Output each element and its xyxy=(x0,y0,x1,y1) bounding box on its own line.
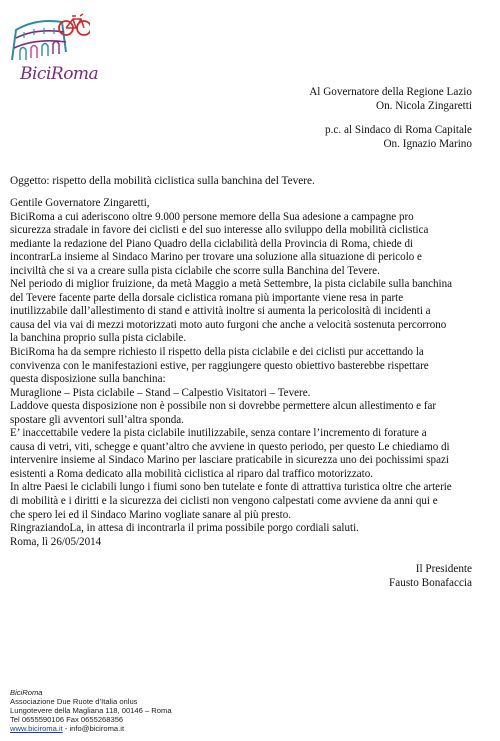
body-line: inutilizzabile dall’allestimento di stand e attività inoltre si aumenta la pericolosità di incidenti a xyxy=(10,305,431,318)
signature-name: Fausto Bonafaccia xyxy=(389,577,472,589)
body-line: sicurezza stradale in favore dei ciclisti e del suo interesse allo sviluppo della mobilità ciclistica xyxy=(10,224,429,237)
body-line: E’ inaccettabile vedere la pista ciclabile inutilizzabile, senza contare l’incremento di forature a xyxy=(10,427,427,440)
body-line: esistenti a Roma dedicato alla mobilità ciclistica al riparo dal traffico motorizzato. xyxy=(10,467,373,480)
cc-block xyxy=(325,123,472,151)
body-line: questa disposizione sulla banchina: xyxy=(10,373,166,386)
body-line: Nel periodo di miglior fruizione, da metà Maggio a metà Settembre, la pista ciclabile sulla banchina xyxy=(10,278,453,291)
recipient-name: On. Nicola Zingaretti xyxy=(376,100,472,112)
body-line: convivenza con le manifestazioni estive, per raggiungere questo obiettivo basterebbe rispettare xyxy=(10,359,429,372)
biciroma-logo xyxy=(6,8,99,84)
body-line: mediante la redazione del Piano Quadro della ciclabilità della Provincia di Roma, chiede di xyxy=(10,237,414,250)
recipient-block xyxy=(309,85,472,113)
body-line: che spero lei ed il Sindaco Marino vogliate sanare al più presto. xyxy=(10,508,291,521)
logo-wordmark: BiciRoma xyxy=(20,64,99,84)
body-line: di mobilità e i diritti e la sicurezza dei ciclisti non vengono calpestati come avviene da anni qui e xyxy=(10,495,438,508)
body-line: Gentile Governatore Zingaretti, xyxy=(10,197,150,209)
body-line: Muraglione – Pista ciclabile – Stand – Calpestio Visitatori – Tevere. xyxy=(10,386,311,399)
colosseum-bicycle-logo-icon xyxy=(6,8,90,66)
body-line: RingraziandoLa, in attesa di incontrarla il prima possibile porgo cordiali saluti. xyxy=(10,522,359,535)
body-line: spostare gli avventori sull’altra sponda. xyxy=(10,413,184,426)
body-line: la banchina proprio sulla pista ciclabile. xyxy=(10,332,187,345)
footer-brand: BiciRoma xyxy=(10,688,43,697)
cc-name: On. Ignazio Marino xyxy=(383,138,472,150)
letterhead-footer xyxy=(10,688,172,733)
body-line: Roma, lì 26/05/2014 xyxy=(10,535,102,548)
body-line: In altre Paesi le ciclabili lungo i fiumi sono ben tutelate e fonte di attrattiva turistica oltre che arterie xyxy=(10,481,452,494)
email-address: info@biciroma.it xyxy=(69,724,125,734)
website-link[interactable]: www.biciroma.it xyxy=(10,724,63,734)
body-line: Laddove questa disposizione non è possibile non si dovrebbe permettere alcun allestimento e far xyxy=(10,400,437,413)
body-line: causa del via vai di mezzi motorizzati moto auto furgoni che anche a velocità sostenuta percorrono xyxy=(10,318,447,331)
letter-body xyxy=(10,197,492,549)
body-line: intervenire insieme al Sindaco Marino per lasciare praticabile in sicurezza uno dei pochissimi spazi xyxy=(10,454,449,467)
body-line: incontrarLa insieme al Sindaco Marino per trovare una soluzione alla situazione di pericolo e xyxy=(10,251,422,264)
body-line: BiciRoma a cui aderiscono oltre 9.000 persone memore della Sua adesione a campagne pro xyxy=(10,210,414,223)
signature-block xyxy=(389,562,472,590)
footer-contacts xyxy=(10,724,172,733)
footer-phone: Tel 0655590106 Fax 0655268356 xyxy=(10,715,124,725)
letter-subject: Oggetto: rispetto della mobilità ciclistica sulla banchina del Tevere. xyxy=(10,175,315,187)
body-line: BiciRoma ha da sempre richiesto il rispetto della pista ciclabile e dei ciclisti pur accettando la xyxy=(10,346,424,359)
footer-association: Associazione Due Ruote d’Italia onlus xyxy=(10,697,138,707)
signature-role: Il Presidente xyxy=(415,563,472,575)
footer-address: Lungotevere della Magliana 118, 00146 – Roma xyxy=(10,706,172,716)
cc-title: p.c. al Sindaco di Roma Capitale xyxy=(325,124,472,136)
body-line: del Tevere facente parte della dorsale ciclistica romana più importante viene resa in parte xyxy=(10,291,404,304)
body-line: causa di vetri, viti, schegge e quant’altro che avviene in questo periodo, per questo Le chiediamo di xyxy=(10,440,450,453)
body-line: inciviltà che si va a creare sulla pista ciclabile che scorre sulla Banchina del Tevere. xyxy=(10,264,380,277)
footer-separator: - xyxy=(62,724,70,734)
recipient-title: Al Governatore della Regione Lazio xyxy=(309,86,472,98)
